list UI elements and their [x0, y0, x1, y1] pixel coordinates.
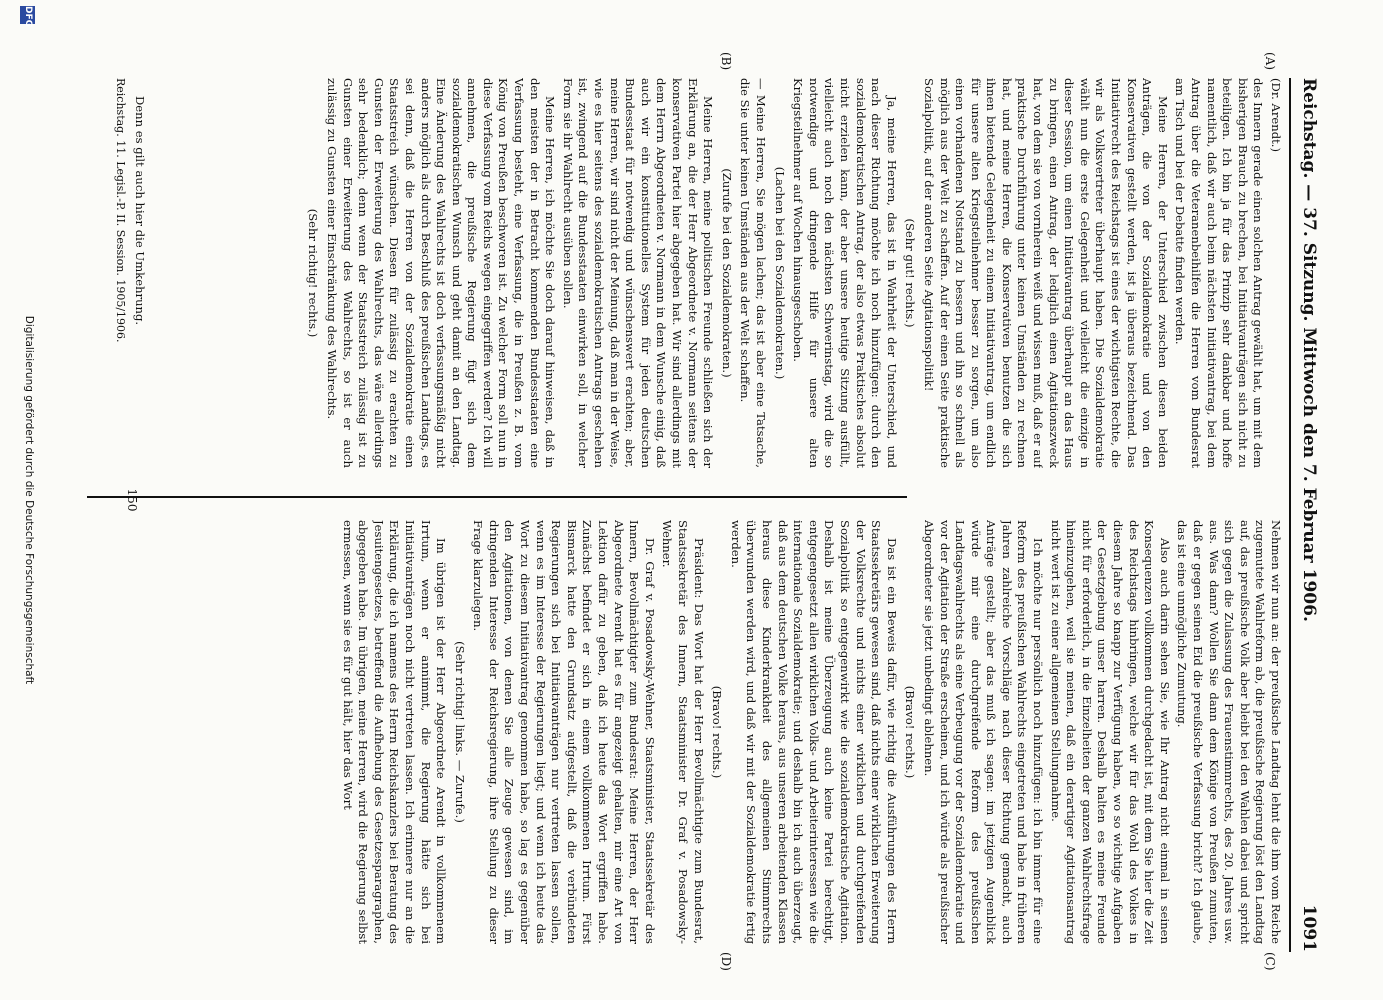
- paragraph: Das ist ein Beweis dafür, wie richtig die Ausführungen des Herrn Staatssekretärs gewesen sind, daß nichts einer wirklichen Erweiterung der Volksrechte und nichts einer wirklichen und durchgreifenden Sozialpolitik so entgegenwirkt wie die sozialdemokratische Agitation. Deshalb ist meine Überzeugung auch keine Partei berechtigt, entgegengesetzt allen wirklichen Volks- und Arbeiterinteressen wie die internationale Sozialdemokratie; und deshalb bin ich auch überzeugt, daß aus dem deutschen Volke heraus, aus unseren arbeitenden Klassen heraus diese Kinderkrankheit des allgemeinen Stimmrechts überwunden werden wird, und daß wir mit der Sozialdemokratie fertig werden.: [728, 520, 899, 944]
- header-title: Reichstag. — 37. Sitzung. Mittwoch den 7. Februar 1906.: [1299, 78, 1319, 622]
- margin-marker-c: (C): [1263, 952, 1277, 971]
- margin-marker-b: (B): [719, 52, 733, 71]
- paragraph: Meine Herren, meine politischen Freunde schließen sich der Erklärung an, die der Herr Abgeordnete v. Normann seitens der konservativen Partei hier abgegeben hat. Wir sind allerdings mit dem Herrn Abgeordneten v. Normann in dem Wunsche einig, daß auch wir ein konstitutionelles System für jeden deutschen Bundesstaat für notwendig und wünschenswert erachten; aber, meine Herren, wir sind nicht der Meinung, daß man in der Weise, wie es hier seitens des sozialdemokratischen Antrags geschehen ist, zwingend auf die Bundesstaaten einwirken soll, in welcher Form sie ihr Wahlrecht ausüben sollen.: [560, 78, 716, 468]
- right-column: [158, 520, 1283, 944]
- header-page-number: 1091: [1299, 904, 1319, 952]
- interjection: (Sehr richtig! rechts.): [306, 208, 321, 338]
- paragraph: Nehmen wir nun an: der preußische Landtag lehnt die ihm vom Reiche zugemutete Wahlreform ab, die preußische Regierung löst den Landtag auf, das preußische Volk aber bleibt bei den Wahlen dabei und spricht sich gegen die Zulassung des Frauenstimmrechts, des 20. Jahres usw. aus. Was dann? Wollen Sie dann dem Könige von Preußen zumuten, daß er gegen seinen Eid die preußische Verfassung bricht? Ich glaube, das ist eine unmögliche Zumutung.: [1175, 520, 1283, 944]
- minister-speech: Dr. Graf v. Posadowsky-Wehner, Staatsminister, Staatssekretär des Innern, Bevollmächtigter zum Bundesrat: Meine Herren, der Herr Abgeordnete Arendt hat es für angezeigt gehalten, mir eine Art von Lektion dafür zu geben, daß ich heute das Wort ergriffen habe. Zunächst befindet er sich in einem vollkommenen Irrtum. Fürst Bismarck hatte den Grundsatz aufgestellt, daß die verbündeten Regierungen sich bei Initiativanträgen nur vertreten lassen sollen, wenn es im Interesse der Regierungen liegt; und wenn ich heute das Wort zu diesem Initiativantrag genommen habe, so lag es gegenüber den Agitationen, von denen Sie alle Zeuge gewesen sind, im dringenden Interesse der Reichsregierung, ihre Stellung zu dieser Frage klarzulegen.: [471, 520, 657, 944]
- margin-marker-a: (A): [1263, 52, 1277, 71]
- interjection: (Bravo! rechts.): [710, 685, 725, 779]
- interjection: (Lachen bei den Sozialdemokraten.): [772, 166, 787, 380]
- left-column: [158, 78, 1283, 468]
- speaker-continuation: (Dr. Arendt.): [1269, 78, 1283, 152]
- paragraph: des Innern gerade einen solchen Antrag gewählt hat, um mit dem bisherigen Brauch zu brechen, bei Initiativanträgen sich nicht zu beteiligen. Ich bin ja für das Prinzip sehr dankbar und hoffe namentlich, daß wir auch beim nächsten Initiativantrag, bei dem Antrag über die Veteranenbeihilfen die Herren vom Bundesrat am Tisch und bei der Debatte finden werden.: [1173, 78, 1266, 468]
- interjection: (Sehr richtig! links. — Zurufe.): [452, 641, 467, 823]
- paragraph: Ja, meine Herren, das ist in Wahrheit der Unterschied, und nach dieser Richtung möchte ich noch hinzufügen: durch den sozialdemokratischen Antrag, der also etwas Praktisches absolut nicht erzielen kann, der aber unsere heutige Sitzung ausfüllt, vielleicht auch noch den nächsten Schwerinstag, wird die so notwendige und dringende Hilfe für unsere alten Kriegsteilnehmer auf Wochen hinausgeschoben.: [791, 78, 899, 468]
- interjection: (Zurufe bei den Sozialdemokraten.): [719, 168, 734, 378]
- president-speech: Präsident: Das Wort hat der Herr Bevollmächtigte zum Bundesrat, Staatssekretär des Innern, Staatsminister Dr. Graf v. Posadowsky-Wehner.: [660, 520, 706, 944]
- paragraph: Ich möchte nur persönlich noch hinzufügen: ich bin immer für eine Reform des preußischen Wahlrechts eingetreten und habe in früheren Jahren zahlreiche Vorschläge nach dieser Richtung gemacht, auch Anträge gestellt; aber das muß ich sagen: im jetzigen Augenblick würde mir eine durchgreifende Reform des preußischen Landtagswahlrechts als eine Verbeugung vor der Sozialdemokratie und vor der Agitation der Straße erscheinen, und ich würde als preußischer Abgeordneter sie jetzt unbedingt ablehnen.: [921, 520, 1046, 944]
- imprint: Reichstag. 11. Legisl.-P. II. Session. 1905/1906.: [114, 78, 128, 343]
- margin-marker-d: (D): [719, 952, 733, 971]
- paragraph: — Meine Herren, Sie mögen lachen; das ist aber eine Tatsache, die Sie unter keinen Umständen aus der Welt schaffen.: [738, 78, 768, 468]
- folio-number: 150: [125, 488, 139, 512]
- paragraph: Meine Herren, der Unterschied zwischen diesen beiden Anträgen, die von der Sozialdemokratie und von den Konservativen gestellt werden, ist ja überaus bezeichnend. Das Initiativrecht des Reichstags ist eines der wichtigsten Rechte, die wir als Volksvertreter überhaupt haben. Die Sozialdemokratie wählt nun die erste Gelegenheit und vielleicht die einzige in dieser Session, um einen Initiativantrag überhaupt an das Haus zu bringen, einen Antrag, der lediglich einen Agitationszweck hat, von dem sie von vornherein weiß und wissen muß, daß er auf praktische Durchführung unter keinen Umständen zu rechnen hat, und meine Herren, die Konservativen benutzen die sich ihnen bietende Gelegenheit zu einem Initiativantrag, um endlich für unsere alten Kriegsteilnehmer besser zu sorgen, um also einen vorhandenen Notstand zu bessern und ihn so schnell als möglich aus der Welt zu schaffen. Auf der einen Seite praktische Sozialpolitik, auf der anderen Seite Agitationspolitik!: [921, 78, 1170, 468]
- page-header: [1289, 78, 1325, 952]
- interjection: (Sehr gut! rechts.): [903, 218, 918, 328]
- paragraph: Im übrigen ist der Herr Abgeordnete Arendt in vollkommenem Irrtum, wenn er annimmt, die Regierung hätte sich bei Initiativanträgen noch nicht vertreten lassen. Ich erinnere nur an die Erklärung, die ich namens des Herrn Reichskanzlers bei Beratung des Jesuitengesetzes, betreffend die Aufhebung des Gesetzesparagraphen, abgegeben habe. Im übrigen, meine Herren, wird die Regierung selbst ermessen, wenn sie es für gut hält, hier das Wort: [340, 520, 449, 944]
- digitization-text: Digitalisierung gefördert durch die Deutsche Forschungsgemeinschaft: [23, 315, 35, 685]
- column-rule: [87, 496, 907, 498]
- digitization-note: [15, 0, 35, 1000]
- paragraph: Also auch darin sehen Sie, wie Ihr Antrag nicht einmal in seinen Konsequenzen vollkommen durchgedacht ist, mit dem Sie hier die Zeit des Reichstags hinbringen, welche wir für das Wohl des Volkes in diesem Jahre so knapp zur Verfügung haben, wo so wichtige Aufgaben der Gesetzgebung unser harren. Deshalb halten es meine Freunde nicht für erforderlich, in die Einzelheiten der ganzen Wahlrechtsfrage hineinzugehen, weil sie meinen, daß ein derartiger Agitationsantrag nicht wert ist zu einer allgemeinen Stellungnahme.: [1048, 520, 1172, 944]
- dfg-logo: DFG: [20, 6, 35, 24]
- paragraph: Meine Herren, ich möchte Sie doch darauf hinweisen, daß in den meisten der in Betracht kommenden Bundesstaaten eine Verfassung besteht, eine Verfassung, die in Preußen z. B. vom König von Preußen beschworen ist. Zu welcher Form soll nun in diese Verfassung vom Reichs wegen eingegriffen werden? Ich will annehmen, die preußische Regierung fügt sich dem sozialdemokratischen Wunsch und geht damit an den Landtag. Eine Änderung des Wahlrechts ist doch verfassungsmäßig nicht anders möglich als durch Beschluß des preußischen Landtags, es sei denn, daß die Herren von der Sozialdemokratie einen Staatsstreich wünschen. Diesen für zulässig zu erachten zu Gunsten der Erweiterung des Wahlrechts, das wäre allerdings sehr bedenklich; denn wenn der Staatsstreich zulässig ist zu Gunsten einer Erweiterung des Wahlrechts, so ist er auch zulässig zu Gunsten einer Einschränkung des Wahlrechts.: [324, 78, 558, 468]
- final-line: Denn es gilt auch hier die Umkehrung.: [133, 96, 147, 326]
- interjection: (Bravo! rechts.): [903, 685, 918, 779]
